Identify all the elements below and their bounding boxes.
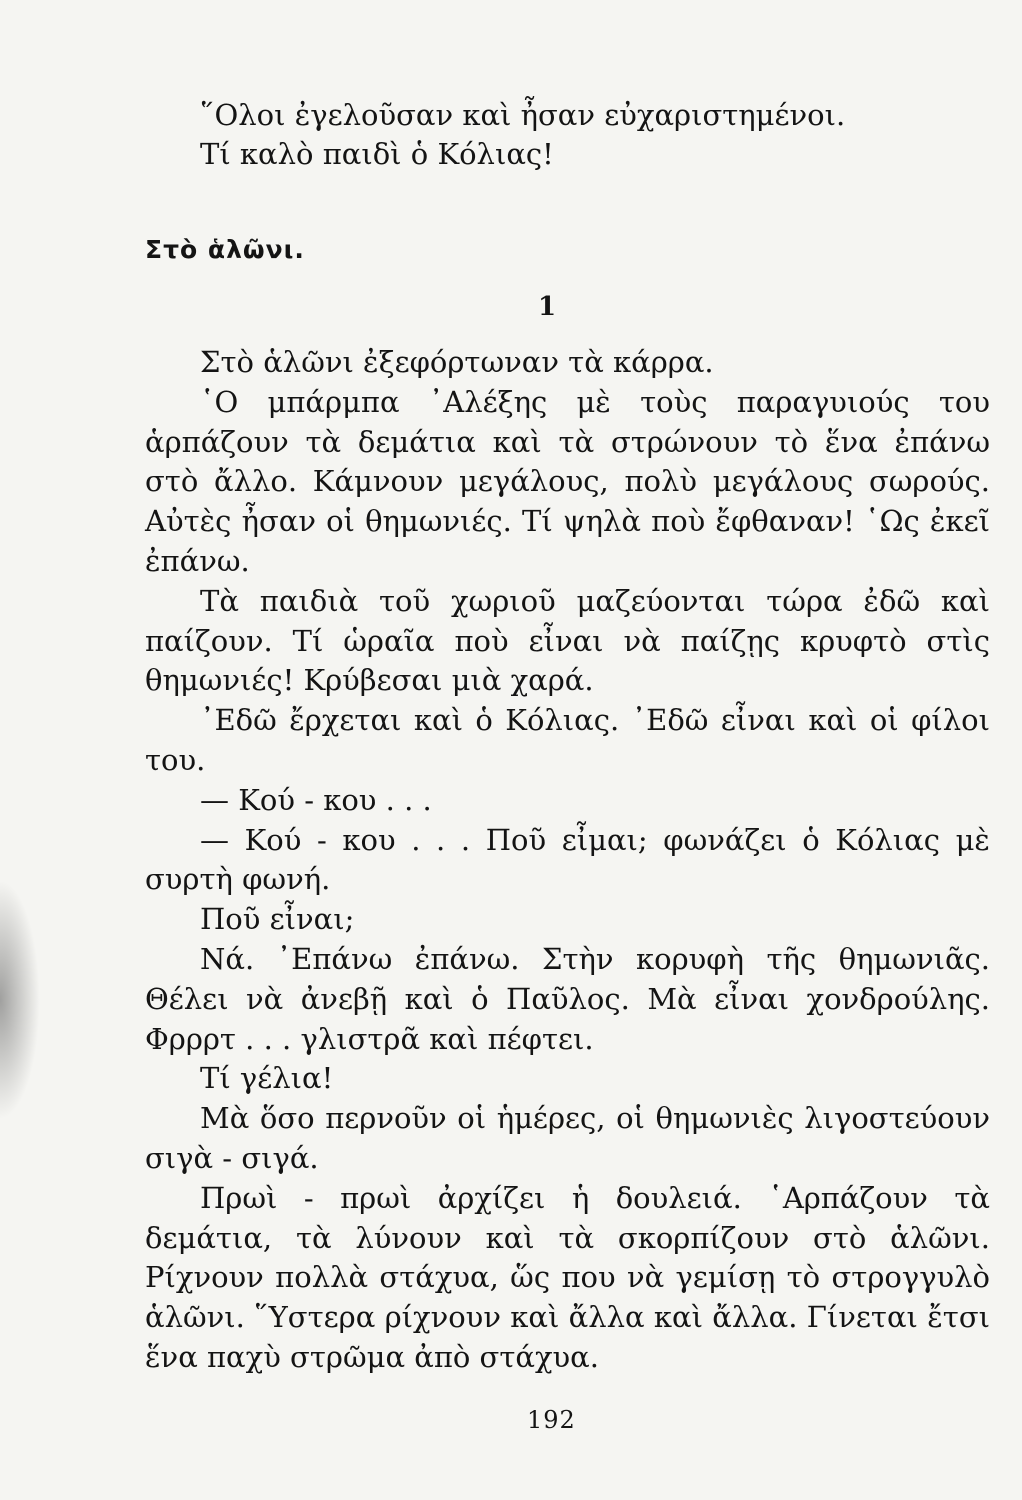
paragraph: ᾿Εδῶ ἔρχεται καὶ ὁ Κόλιας. ᾿Εδῶ εἶναι καὶ οἱ φίλοι του. <box>145 703 990 777</box>
paragraph: ῾Ο μπάρμπα ᾿Αλέξης μὲ τοὺς παραγυιούς του ἁρπάζουν τὰ δεμάτια καὶ τὰ στρώνουν τὸ ἕνα ἐπάνω στὸ ἄλλο. Κάμνουν μεγάλους, πολὺ μεγάλους σωρούς. Αὐτὲς ἦσαν οἱ θημωνιές. Τί ψηλὰ ποὺ ἔφθαναν! ῾Ως ἐκεῖ ἐπάνω. <box>145 384 990 578</box>
top-text <box>145 96 990 174</box>
paragraph: Στὸ ἁλῶνι ἐξεφόρτωναν τὰ κάρρα. <box>200 345 714 379</box>
page-number: 192 <box>527 1406 576 1434</box>
body-text <box>145 343 990 1378</box>
dialogue-line: — Κού - κου . . . <box>200 782 432 817</box>
paragraph: Ποῦ εἶναι; <box>200 902 355 937</box>
paragraph: Νά. ᾿Επάνω ἐπάνω. Στὴν κορυφὴ τῆς θημωνιᾶς. Θέλει νὰ ἀνεβῇ καὶ ὁ Παῦλος. Μὰ εἶναι χονδρούλης. Φρρρτ . . . γλιστρᾶ καὶ πέφτει. <box>145 941 990 1056</box>
paragraph: ῞Ολοι ἐγελοῦσαν καὶ ἦσαν εὐχαριστημένοι. <box>200 98 846 132</box>
scan-shadow <box>0 880 40 1120</box>
paragraph: Τὰ παιδιὰ τοῦ χωριοῦ μαζεύονται τώρα ἐδῶ καὶ παίζουν. Τί ὡραῖα ποὺ εἶναι νὰ παίζῃς κρυφτὸ στὶς θημωνιές! Κρύβεσαι μιὰ χαρά. <box>145 583 990 698</box>
section-heading: Στὸ ἁλῶνι. <box>145 235 305 264</box>
paragraph: Μὰ ὅσο περνοῦν οἱ ἡμέρες, οἱ θημωνιὲς λιγοστεύουν σιγὰ - σιγά. <box>145 1101 990 1175</box>
paragraph: Πρωὶ - πρωὶ ἀρχίζει ἡ δουλειά. ῾Αρπάζουν τὰ δεμάτια, τὰ λύνουν καὶ τὰ σκορπίζουν στὸ ἁλῶνι. Ρίχνουν πολλὰ στάχυα, ὥς που νὰ γεμίσῃ τὸ στρογγυλὸ ἁλῶνι. ῞Υστερα ρίχνουν καὶ ἄλλα καὶ ἄλλα. Γίνεται ἔτσι ἕνα παχὺ στρῶμα ἀπὸ στάχυα. <box>145 1180 990 1374</box>
paragraph: Τί καλὸ παιδὶ ὁ Κόλιας! <box>200 137 554 171</box>
dialogue-line: — Κού - κου . . . Ποῦ εἶμαι; φωνάζει ὁ Κόλιας μὲ συρτὴ φωνή. <box>145 822 990 897</box>
paragraph: Τί γέλια! <box>200 1061 334 1096</box>
section-number: 1 <box>538 292 557 322</box>
